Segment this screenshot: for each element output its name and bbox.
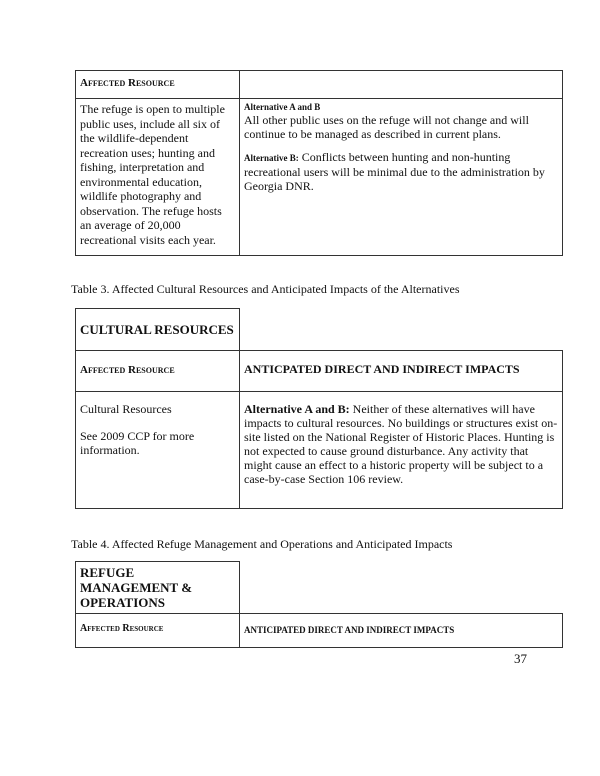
cultural-resources-table [75,308,563,509]
impact-cell [240,392,563,509]
refuge-management-table [75,561,563,648]
impacts-header: ANTICPATED DIRECT AND INDIRECT IMPACTS [244,362,520,376]
resource-cell [76,392,240,509]
header-cell [76,71,240,99]
affected-resource-text: The refuge is open to multiple public uses, include all six of the wildlife-dependent recreation uses; hunting and fishing, interpretation and environmental education, wildlife photography and observation. The refuge hosts an average of 20,000 recreational visits each year. [80,102,225,247]
col1-header-cell [76,351,240,392]
empty-title-cell [240,562,563,614]
empty-header-cell [240,71,563,99]
table3-caption: Table 3. Affected Cultural Resources and Anticipated Impacts of the Alternatives [71,282,460,296]
impact-label: Alternative A and B: [244,402,350,416]
refuge-management-title: REFUGE MANAGEMENT & OPERATIONS [80,565,193,610]
section-title-cell [76,562,240,614]
impact-text: Neither of these alternatives will have impacts to cultural resources. No buildings or structures exist on-site listed on the National Register of Historic Places. Hunting is not expected to cause ground disturbance. Any activity that might cause an effect to a historic property will be subject to a case-by-case Section 106 review. [244,402,558,486]
resource-name: Cultural Resources [80,402,172,416]
impacts-cell [240,99,563,256]
table4-caption: Table 4. Affected Refuge Management and Operations and Anticipated Impacts [71,537,453,551]
recreation-table [75,70,563,256]
cultural-resources-title: CULTURAL RESOURCES [80,322,234,337]
col2-header-cell [240,351,563,392]
affected-resource-header: Affected Resource [80,77,175,89]
col1-header-cell [76,614,240,648]
affected-resource-header: Affected Resource [80,364,175,376]
empty-title-cell [240,309,563,351]
alt-b-text: Conflicts between hunting and non-hunting recreational users will be minimal due to the administration by Georgia DNR. [244,150,545,193]
resource-note: See 2009 CCP for more information. [80,429,195,457]
section-title-cell [76,309,240,351]
col2-header-cell [240,614,563,648]
affected-resource-header: Affected Resource [80,623,164,634]
alt-b-label: Alternative B: [244,153,299,163]
alt-ab-text: All other public uses on the refuge will not change and will continue to be managed as described in current plans. [244,113,529,141]
page-number: 37 [514,651,527,666]
impacts-header: ANTICIPATED DIRECT AND INDIRECT IMPACTS [244,625,455,635]
alt-ab-label: Alternative A and B [244,102,321,112]
alt-b-paragraph [244,150,558,193]
affected-resource-cell [76,99,240,256]
